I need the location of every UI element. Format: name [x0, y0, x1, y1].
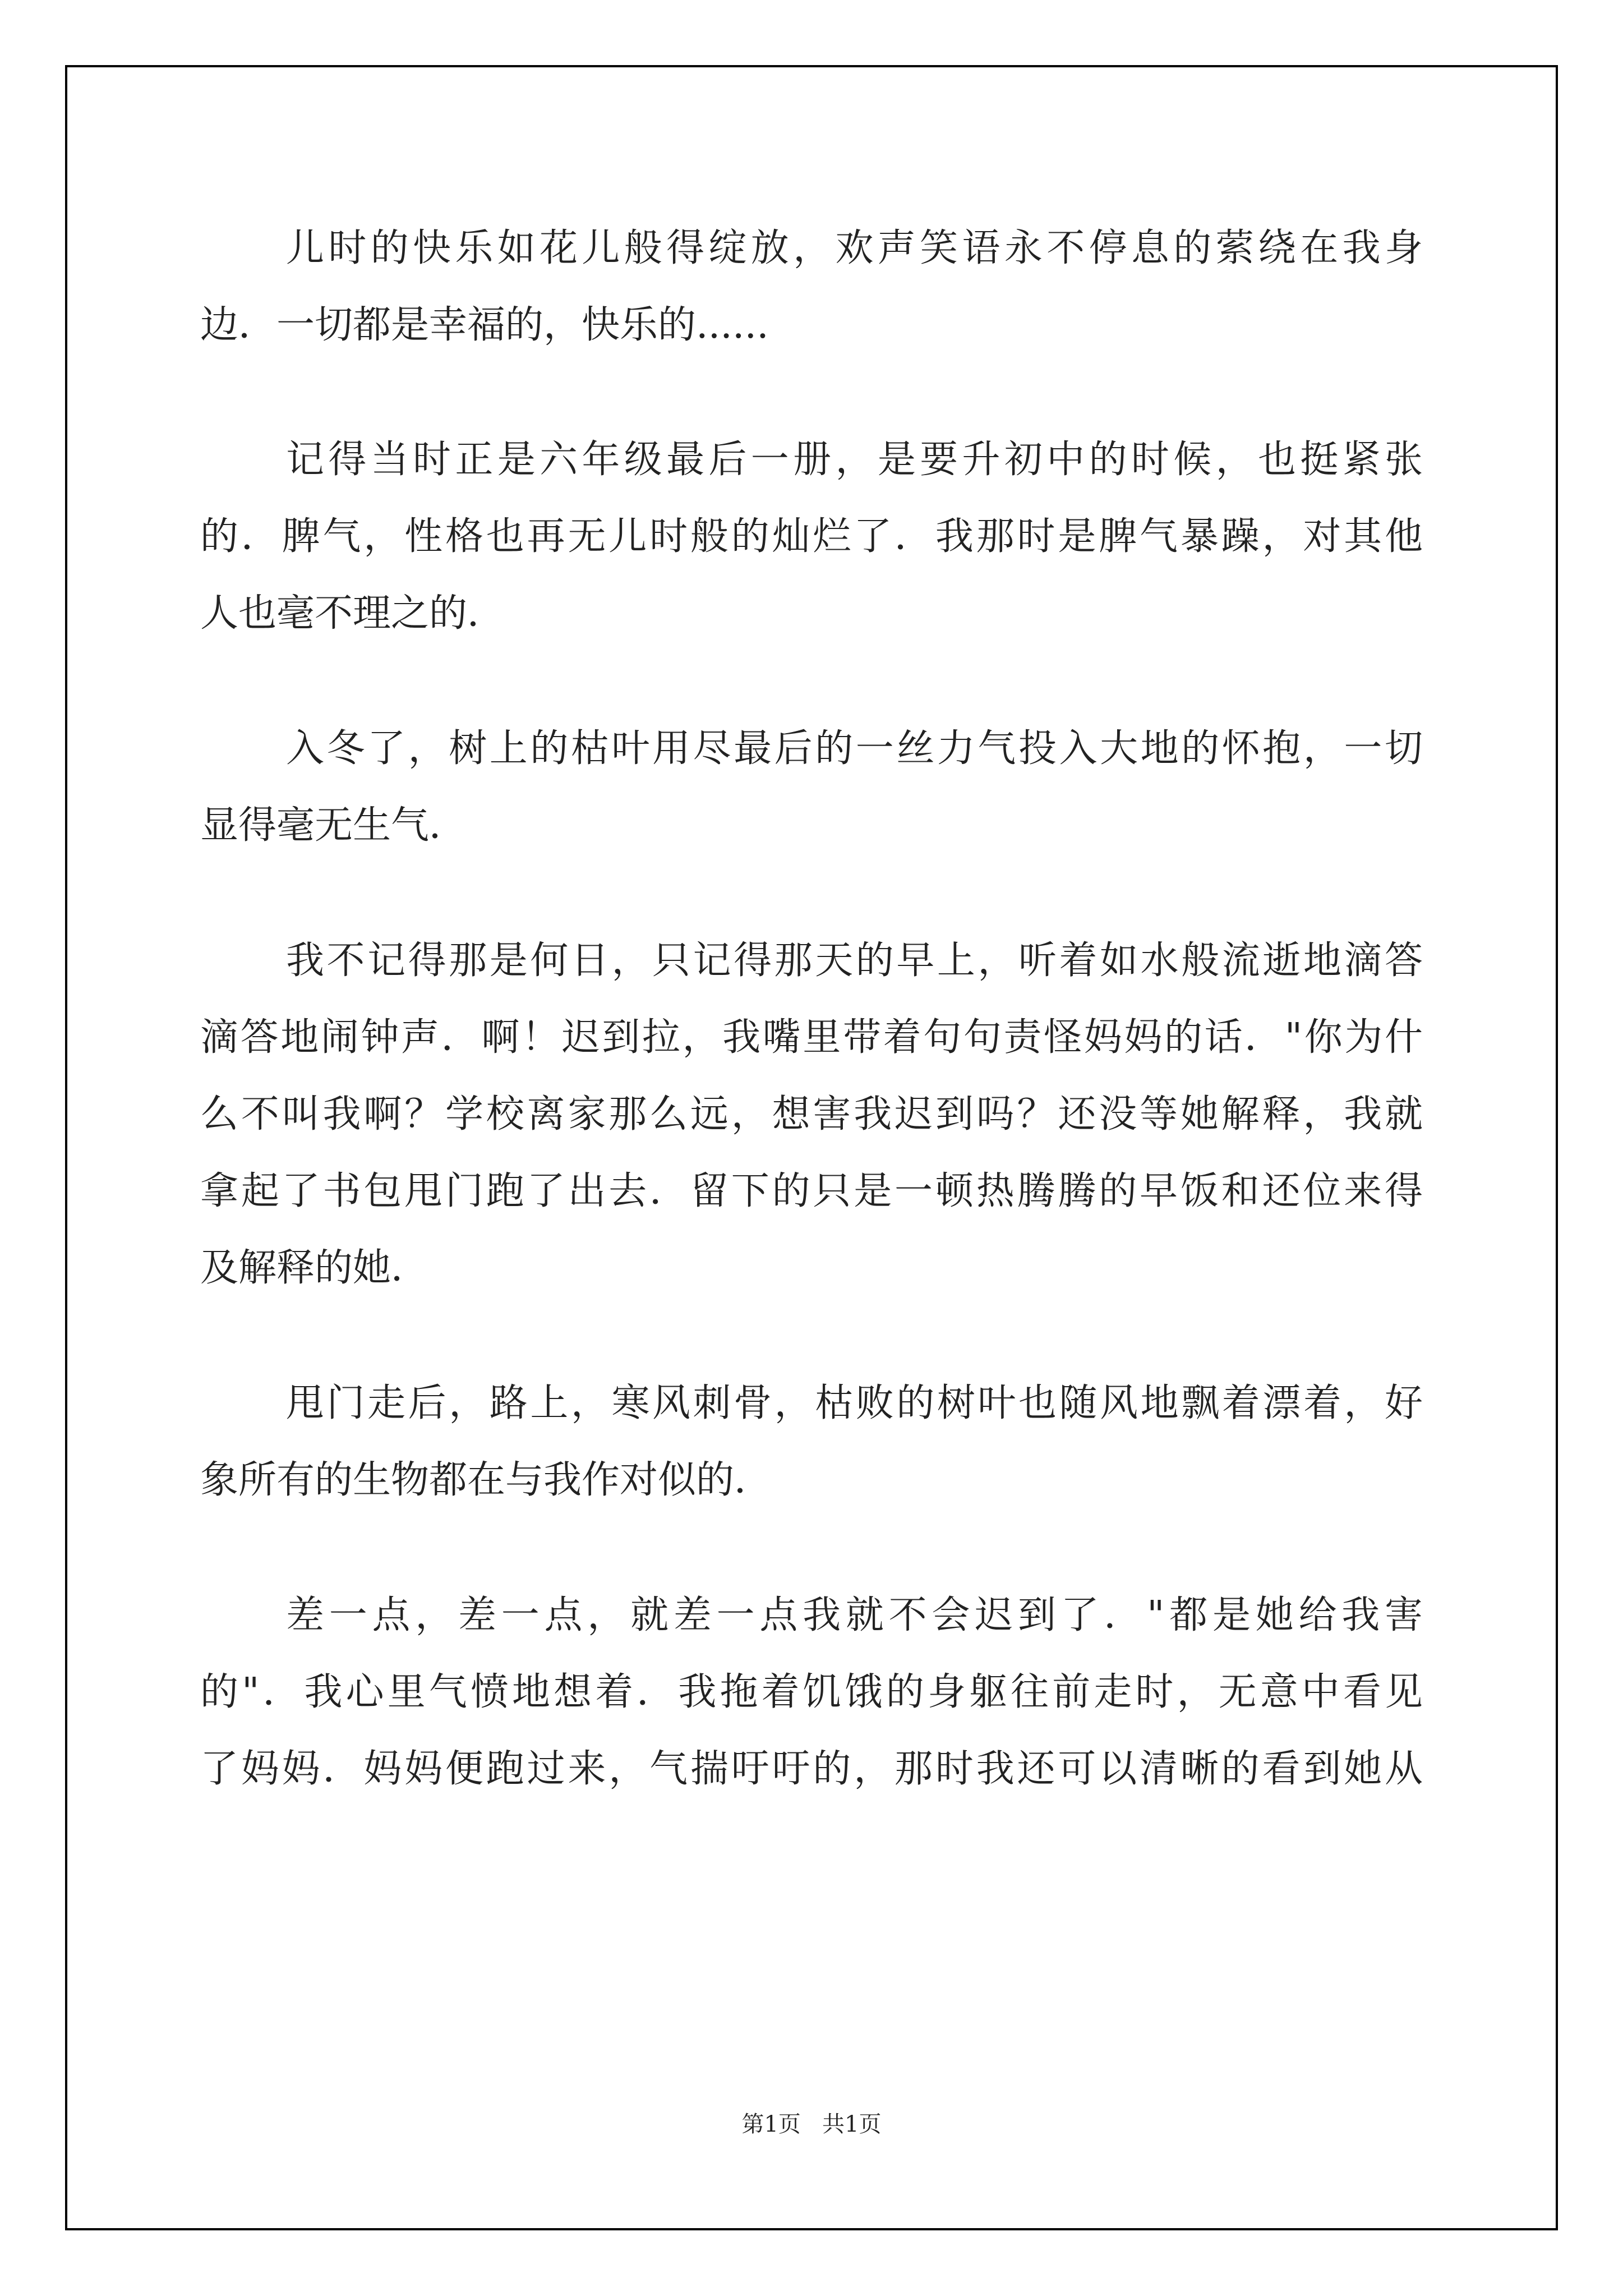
text-line: 么不叫我啊？学校离家那么远，想害我迟到吗？还没等她解释，我就 — [200, 1092, 1423, 1137]
text-line: 边．一切都是幸福的，快乐的...... — [200, 303, 769, 347]
text-line: 显得毫无生气． — [200, 803, 468, 848]
text-line: 甩门走后，路上，寒风刺骨，枯败的树叶也随风地飘着漂着，好 — [286, 1381, 1423, 1425]
text-line: 人也毫不理之的． — [200, 591, 506, 636]
page-border — [65, 65, 1558, 2230]
text-line: 的．脾气，性格也再无儿时般的灿烂了．我那时是脾气暴躁，对其他 — [200, 514, 1423, 559]
text-line: 的"．我心里气愤地想着．我拖着饥饿的身躯往前走时，无意中看见 — [200, 1670, 1423, 1714]
text-line: 了妈妈．妈妈便跑过来，气揣吁吁的，那时我还可以清晰的看到她从 — [200, 1747, 1423, 1791]
text-line: 拿起了书包甩门跑了出去．留下的只是一顿热腾腾的早饭和还位来得 — [200, 1169, 1423, 1213]
text-line: 我不记得那是何日，只记得那天的早上，听着如水般流逝地滴答 — [286, 938, 1423, 983]
text-line: 象所有的生物都在与我作对似的． — [200, 1458, 773, 1502]
text-line: 入冬了，树上的枯叶用尽最后的一丝力气投入大地的怀抱，一切 — [286, 726, 1423, 771]
text-line: 记得当时正是六年级最后一册，是要升初中的时候，也挺紧张 — [286, 438, 1423, 482]
text-line: 滴答地闹钟声．啊！迟到拉，我嘴里带着句句责怪妈妈的话．"你为什 — [200, 1015, 1423, 1060]
text-line: 及解释的她． — [200, 1246, 430, 1290]
page-footer: 第1页 共1页 — [741, 2111, 882, 2137]
text-line: 儿时的快乐如花儿般得绽放，欢声笑语永不停息的萦绕在我身 — [286, 226, 1423, 270]
text-line: 差一点，差一点，就差一点我就不会迟到了．"都是她给我害 — [286, 1593, 1423, 1637]
